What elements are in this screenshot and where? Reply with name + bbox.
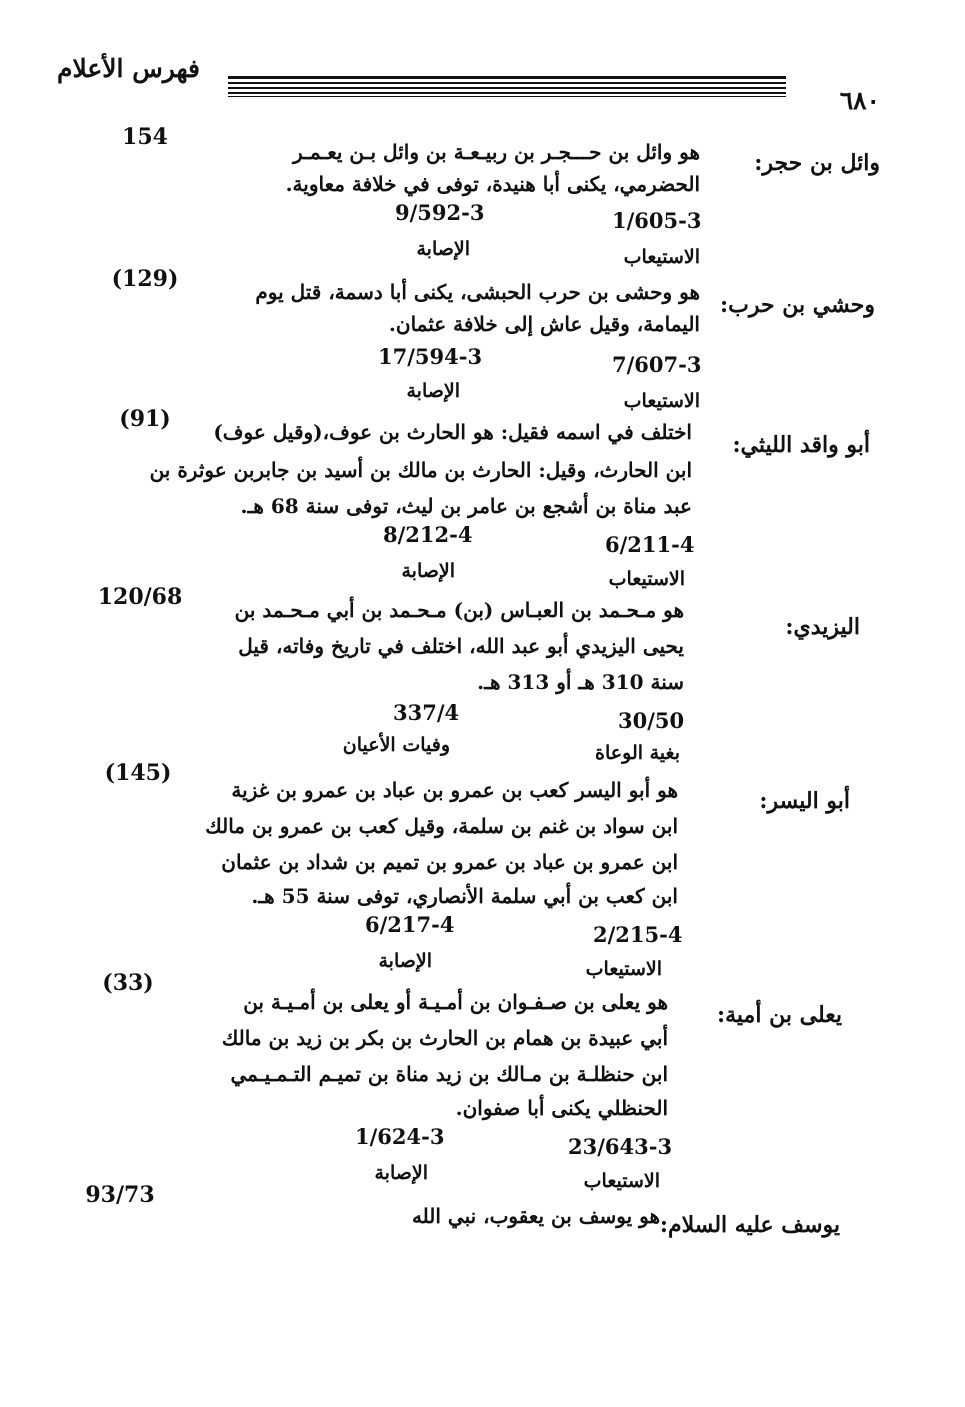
entry-reference: 154	[122, 124, 168, 150]
citation-source: الإصابة	[406, 380, 460, 402]
entry-text-line: ابن الحارث، وقيل: الحارث بن مالك بن أسيد بن جابربن عوثرة بن	[149, 458, 692, 482]
citation-source: الإصابة	[401, 560, 455, 582]
entry-name: أبو اليسر:	[759, 788, 850, 814]
entry-reference: (91)	[119, 406, 171, 432]
entry-text-line: اليمامة، وقيل عاش إلى خلافة عثمان.	[388, 312, 700, 336]
entry-name: وائل بن حجر:	[754, 150, 880, 176]
entry-text-line: ابن سواد بن غنم بن سلمة، وقيل كعب بن عمرو بن مالك	[205, 814, 678, 838]
citation-source: الاستيعاب	[623, 390, 700, 412]
citation-volume-page: 1/624-3	[355, 1124, 445, 1149]
entry-reference: (129)	[111, 266, 179, 292]
entry-reference: 93/73	[85, 1182, 155, 1208]
citation-source: الاستيعاب	[585, 958, 662, 980]
entry-text-line: ابن حنظلـة بن مـالك بن زيد مناة بن تميـم التـمـيـمي	[230, 1062, 668, 1086]
header-rule	[228, 96, 786, 97]
entry-text-line: أبي عبيدة بن همام بن الحارث بن بكر بن زيد بن مالك	[221, 1026, 668, 1050]
citation-source: الإصابة	[374, 1162, 428, 1184]
citation-volume-page: 7/607-3	[612, 352, 702, 377]
header-rule	[228, 87, 786, 89]
citation-source: بغية الوعاة	[595, 742, 680, 764]
citation-volume-page: 23/643-3	[568, 1134, 673, 1159]
entry-text-line: يحيى اليزيدي أبو عبد الله، اختلف في تاريخ وفاته، قيل	[238, 634, 684, 658]
citation-volume-page: 17/594-3	[378, 344, 483, 369]
page-number: ٦٨٠	[839, 86, 880, 115]
entry-text-line: هو أبو اليسر كعب بن عمرو بن عباد بن عمرو بن غزية	[231, 778, 678, 802]
header-rule	[228, 92, 786, 94]
citation-source: الاستيعاب	[583, 1170, 660, 1192]
entry-text-line: هو مـحـمد بن العبـاس (بن) مـحـمد بن أبي مـحـمد بن	[234, 598, 684, 622]
header-rule	[228, 76, 786, 79]
citation-volume-page: 30/50	[618, 708, 685, 733]
header-rule	[228, 82, 786, 84]
entry-name: وحشي بن حرب:	[720, 292, 875, 318]
entry-name: أبو واقد الليثي:	[732, 432, 870, 458]
index-title: فهرس الأعلام	[56, 54, 200, 83]
citation-source: الاستيعاب	[608, 568, 685, 590]
entry-reference: (33)	[102, 970, 154, 996]
entry-text-line: الحنظلي يكنى أبا صفوان.	[455, 1096, 668, 1120]
citation-volume-page: 337/4	[393, 700, 460, 725]
entry-text-line: الحضرمي، يكنى أبا هنيدة، توفى في خلافة معاوية.	[285, 172, 700, 196]
entry-text-line: عبد مناة بن أشجع بن عامر بن ليث، توفى سنة 68 هـ.	[240, 494, 692, 518]
citation-volume-page: 6/217-4	[365, 912, 455, 937]
entry-reference: (145)	[104, 760, 172, 786]
entry-text-line: هو يعلى بن صـفـوان بن أمـيـة أو يعلى بن أمـيـة بن	[243, 990, 668, 1014]
citation-source: الإصابة	[416, 238, 470, 260]
citation-volume-page: 2/215-4	[593, 922, 683, 947]
entry-reference: 120/68	[97, 584, 183, 610]
citation-source: الاستيعاب	[623, 246, 700, 268]
citation-source: الإصابة	[378, 950, 432, 972]
entry-text-line: ابن كعب بن أبي سلمة الأنصاري، توفى سنة 55 هـ.	[251, 884, 678, 908]
citation-volume-page: 9/592-3	[395, 200, 485, 225]
entry-text-line: ابن عمرو بن عباد بن عمرو بن تميم بن شداد بن عثمان	[221, 850, 678, 874]
citation-volume-page: 8/212-4	[383, 522, 473, 547]
entry-text-line: هو يوسف بن يعقوب، نبي الله	[411, 1204, 660, 1228]
citation-source: وفيات الأعيان	[342, 734, 450, 756]
citation-volume-page: 1/605-3	[612, 208, 702, 233]
entry-text-line: هو وحشى بن حرب الحبشى، يكنى أبا دسمة، قتل يوم	[255, 280, 700, 304]
entry-name: اليزيدي:	[785, 614, 860, 640]
citation-volume-page: 6/211-4	[605, 532, 695, 557]
entry-name: يعلى بن أمية:	[717, 1002, 842, 1028]
entry-text-line: سنة 310 هـ أو 313 هـ.	[477, 670, 684, 694]
entry-name: يوسف عليه السلام:	[659, 1212, 840, 1238]
entry-text-line: هو وائل بن حـــجـر بن ربيـعـة بن وائل بـن يعـمـر	[292, 140, 700, 164]
entry-text-line: اختلف في اسمه فقيل: هو الحارث بن عوف،(وقيل عوف)	[213, 420, 692, 444]
